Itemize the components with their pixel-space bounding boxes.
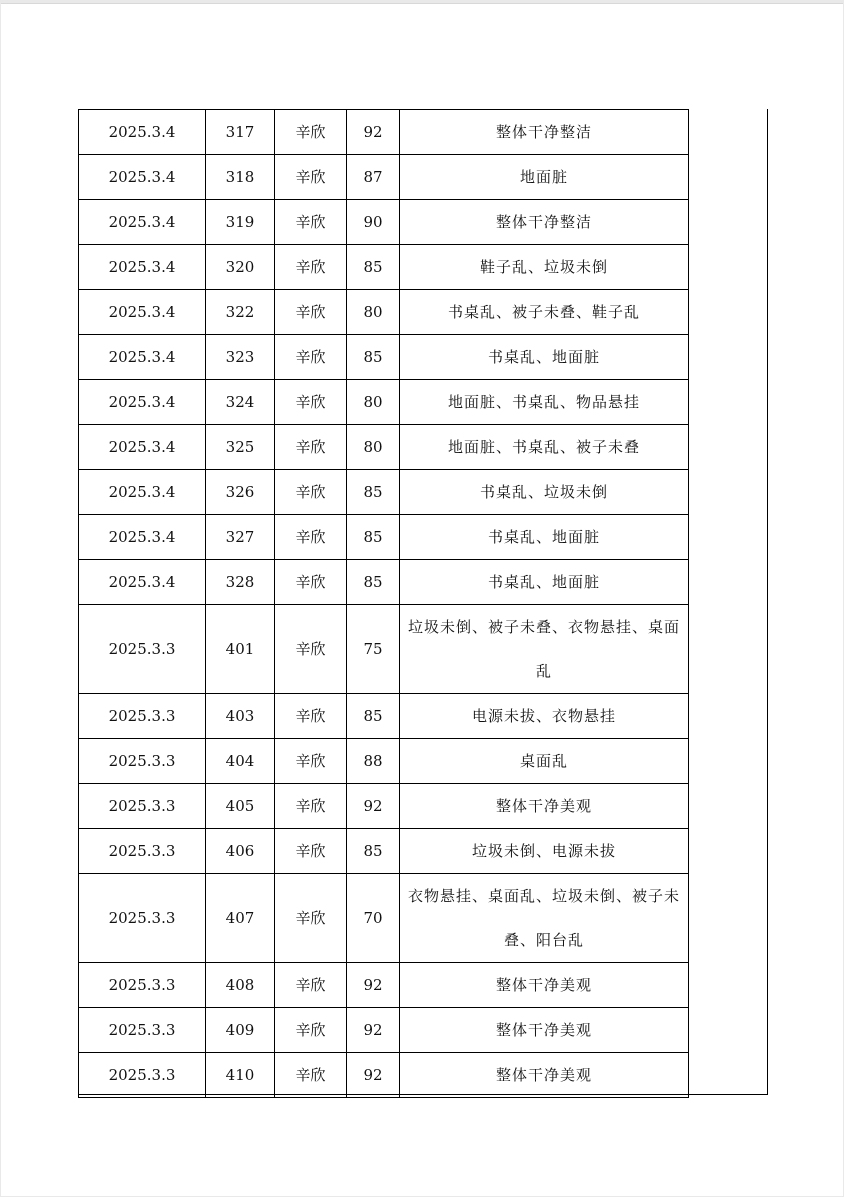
inspector-cell: 辛欣 — [275, 874, 347, 963]
score-cell: 80 — [347, 380, 400, 425]
room-cell: 324 — [206, 380, 275, 425]
remarks-cell: 书桌乱、地面脏 — [400, 335, 689, 380]
date-cell: 2025.3.4 — [79, 515, 206, 560]
date-cell: 2025.3.4 — [79, 245, 206, 290]
table-row — [79, 380, 689, 425]
score-cell: 85 — [347, 515, 400, 560]
remarks-cell: 整体干净美观 — [400, 1008, 689, 1053]
score-cell: 85 — [347, 245, 400, 290]
score-cell: 85 — [347, 470, 400, 515]
score-cell: 75 — [347, 605, 400, 694]
score-cell: 88 — [347, 739, 400, 784]
room-cell: 317 — [206, 110, 275, 155]
inspector-cell: 辛欣 — [275, 110, 347, 155]
room-cell: 401 — [206, 605, 275, 694]
remarks-cell: 垃圾未倒、电源未拔 — [400, 829, 689, 874]
date-cell: 2025.3.3 — [79, 1008, 206, 1053]
room-cell: 318 — [206, 155, 275, 200]
inspector-cell: 辛欣 — [275, 155, 347, 200]
table-row — [79, 290, 689, 335]
inspector-cell: 辛欣 — [275, 290, 347, 335]
date-cell: 2025.3.4 — [79, 110, 206, 155]
date-cell: 2025.3.4 — [79, 380, 206, 425]
table-row — [79, 560, 689, 605]
date-cell: 2025.3.3 — [79, 605, 206, 694]
document-page — [1, 3, 843, 1196]
table-row — [79, 874, 689, 963]
score-cell: 92 — [347, 784, 400, 829]
inspector-cell: 辛欣 — [275, 200, 347, 245]
remarks-cell: 书桌乱、地面脏 — [400, 560, 689, 605]
remarks-cell: 整体干净美观 — [400, 784, 689, 829]
date-cell: 2025.3.4 — [79, 335, 206, 380]
inspector-cell: 辛欣 — [275, 470, 347, 515]
room-cell: 327 — [206, 515, 275, 560]
remarks-cell: 整体干净整洁 — [400, 200, 689, 245]
score-cell: 85 — [347, 829, 400, 874]
date-cell: 2025.3.4 — [79, 425, 206, 470]
remarks-cell: 桌面乱 — [400, 739, 689, 784]
inspector-cell: 辛欣 — [275, 1053, 347, 1098]
remarks-cell: 地面脏、书桌乱、物品悬挂 — [400, 380, 689, 425]
table-row — [79, 425, 689, 470]
score-cell: 92 — [347, 1053, 400, 1098]
date-cell: 2025.3.4 — [79, 290, 206, 335]
remarks-cell: 垃圾未倒、被子未叠、衣物悬挂、桌面乱 — [400, 605, 689, 694]
table-row — [79, 335, 689, 380]
remarks-cell: 鞋子乱、垃圾未倒 — [400, 245, 689, 290]
room-cell: 325 — [206, 425, 275, 470]
remarks-cell: 整体干净美观 — [400, 963, 689, 1008]
room-cell: 320 — [206, 245, 275, 290]
remarks-cell: 地面脏、书桌乱、被子未叠 — [400, 425, 689, 470]
score-cell: 90 — [347, 200, 400, 245]
room-cell: 408 — [206, 963, 275, 1008]
inspector-cell: 辛欣 — [275, 425, 347, 470]
inspector-cell: 辛欣 — [275, 380, 347, 425]
remarks-cell: 地面脏 — [400, 155, 689, 200]
inspector-cell: 辛欣 — [275, 963, 347, 1008]
score-cell: 87 — [347, 155, 400, 200]
inspector-cell: 辛欣 — [275, 245, 347, 290]
table-row — [79, 784, 689, 829]
table-row — [79, 515, 689, 560]
inspector-cell: 辛欣 — [275, 784, 347, 829]
room-cell: 326 — [206, 470, 275, 515]
date-cell: 2025.3.3 — [79, 784, 206, 829]
room-cell: 405 — [206, 784, 275, 829]
table-row — [79, 694, 689, 739]
room-cell: 403 — [206, 694, 275, 739]
room-cell: 406 — [206, 829, 275, 874]
score-cell: 70 — [347, 874, 400, 963]
table-row — [79, 110, 689, 155]
table-row — [79, 1008, 689, 1053]
inspector-cell: 辛欣 — [275, 739, 347, 784]
inspector-cell: 辛欣 — [275, 829, 347, 874]
table-row — [79, 470, 689, 515]
date-cell: 2025.3.4 — [79, 200, 206, 245]
inspector-cell: 辛欣 — [275, 605, 347, 694]
inspector-cell: 辛欣 — [275, 335, 347, 380]
room-cell: 328 — [206, 560, 275, 605]
remarks-cell: 整体干净整洁 — [400, 110, 689, 155]
remarks-cell: 书桌乱、被子未叠、鞋子乱 — [400, 290, 689, 335]
score-cell: 92 — [347, 110, 400, 155]
date-cell: 2025.3.3 — [79, 694, 206, 739]
score-cell: 80 — [347, 290, 400, 335]
room-cell: 409 — [206, 1008, 275, 1053]
inspector-cell: 辛欣 — [275, 515, 347, 560]
table-row — [79, 245, 689, 290]
score-cell: 85 — [347, 694, 400, 739]
remarks-cell: 衣物悬挂、桌面乱、垃圾未倒、被子未叠、阳台乱 — [400, 874, 689, 963]
date-cell: 2025.3.3 — [79, 874, 206, 963]
score-cell: 80 — [347, 425, 400, 470]
remarks-cell: 书桌乱、地面脏 — [400, 515, 689, 560]
score-cell: 92 — [347, 1008, 400, 1053]
table-row — [79, 829, 689, 874]
inspector-cell: 辛欣 — [275, 1008, 347, 1053]
table-row — [79, 605, 689, 694]
room-cell: 404 — [206, 739, 275, 784]
table-row — [79, 200, 689, 245]
room-cell: 410 — [206, 1053, 275, 1098]
date-cell: 2025.3.3 — [79, 963, 206, 1008]
inspector-cell: 辛欣 — [275, 694, 347, 739]
table-row — [79, 155, 689, 200]
date-cell: 2025.3.3 — [79, 1053, 206, 1098]
room-cell: 407 — [206, 874, 275, 963]
date-cell: 2025.3.4 — [79, 155, 206, 200]
table-row — [79, 1053, 689, 1098]
remarks-cell: 书桌乱、垃圾未倒 — [400, 470, 689, 515]
date-cell: 2025.3.4 — [79, 560, 206, 605]
room-cell: 322 — [206, 290, 275, 335]
score-cell: 85 — [347, 335, 400, 380]
date-cell: 2025.3.3 — [79, 829, 206, 874]
date-cell: 2025.3.3 — [79, 739, 206, 784]
room-cell: 323 — [206, 335, 275, 380]
table-row — [79, 963, 689, 1008]
remarks-cell: 整体干净美观 — [400, 1053, 689, 1098]
score-cell: 85 — [347, 560, 400, 605]
remarks-cell: 电源未拔、衣物悬挂 — [400, 694, 689, 739]
score-cell: 92 — [347, 963, 400, 1008]
table-row — [79, 739, 689, 784]
room-cell: 319 — [206, 200, 275, 245]
dorm-inspection-table — [78, 109, 689, 1098]
inspector-cell: 辛欣 — [275, 560, 347, 605]
date-cell: 2025.3.4 — [79, 470, 206, 515]
